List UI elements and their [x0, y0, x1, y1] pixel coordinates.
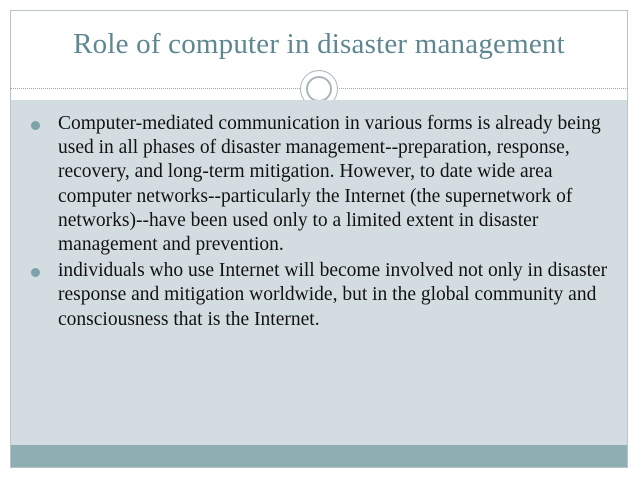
- slide-title: Role of computer in disaster management: [73, 28, 565, 60]
- bullet-dot-icon: [31, 121, 40, 130]
- bullet-text: Computer-mediated communication in various forms is already being used in all phases of disaster management--preparation, response, recovery, and long-term mitigation. However, to date wide area computer networks--particularly the Internet (the supernetwork of networks)--have been used only to a limited extent in disaster management and prevention.: [58, 113, 601, 256]
- footer-band: [11, 445, 627, 467]
- content-panel: [11, 100, 627, 445]
- bullet-text: individuals who use Internet will become involved not only in disaster response and mitigation worldwide, but in the global community and consciousness that is the Internet.: [58, 260, 608, 330]
- bullet-item: [29, 259, 609, 332]
- bullet-list: [29, 112, 609, 334]
- bullet-dot-icon: [31, 268, 40, 277]
- inner-circle: [306, 76, 332, 102]
- bullet-item: [29, 112, 609, 257]
